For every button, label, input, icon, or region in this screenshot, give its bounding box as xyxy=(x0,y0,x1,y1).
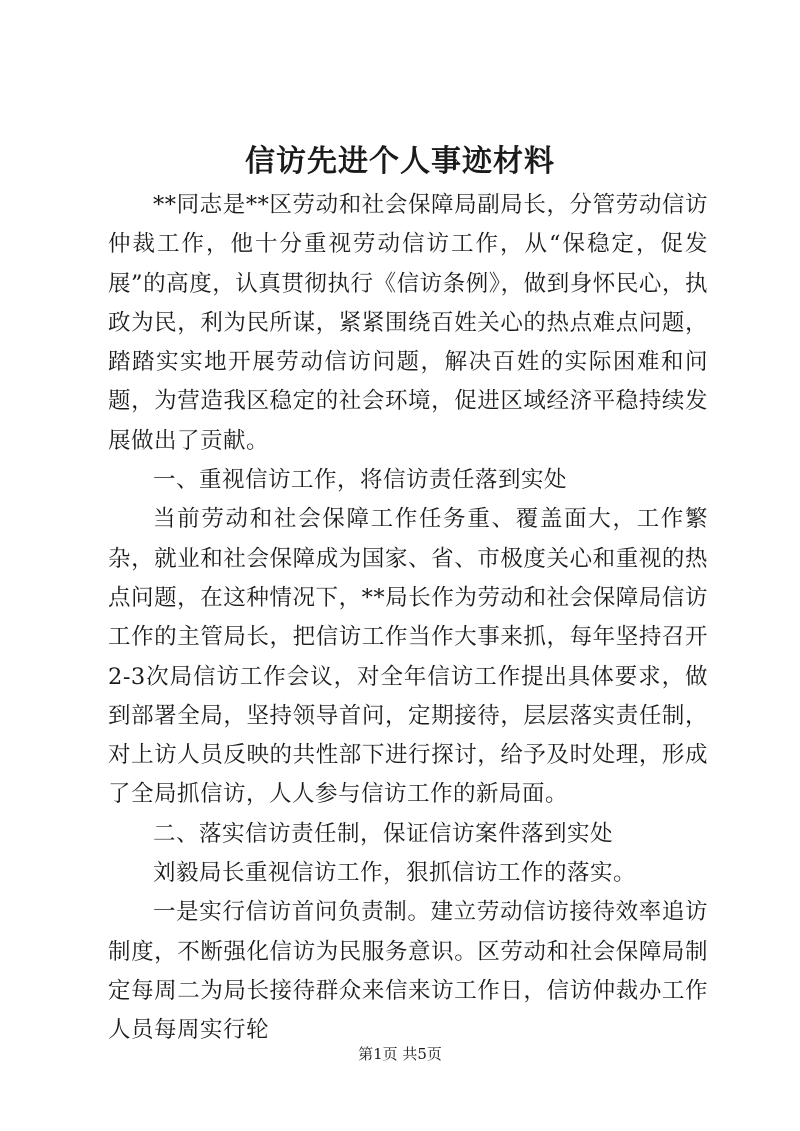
document-title: 信访先进个人事迹材料 xyxy=(245,144,555,179)
section-heading-2: 二、落实信访责任制，保证信访案件落到实处 xyxy=(153,820,614,847)
paragraph-section-2-item-1: 一是实行信访首问负责制。建立劳动信访接待效率追访制度，不断强化信访为民服务意识。区劳动和社会保障局制定每周二为局长接待群众来信来访工作日，信访仲裁办工作人员每周实行轮 xyxy=(108,899,708,1044)
section-heading-1: 一、重视信访工作，将信访责任落到实处 xyxy=(153,467,568,494)
document-body xyxy=(108,186,708,1051)
paragraph-intro: **同志是**区劳动和社会保障局副局长，分管劳动信访仲裁工作，他十分重视劳动信访工作，从“保稳定，促发展”的高度，认真贯彻执行《信访条例》，做到身怀民心，执政为民，利为民所谋，紧紧围绕百姓关心的热点难点问题，踏踏实实地开展劳动信访问题，解决百姓的实际困难和问题，为营造我区稳定的社会环境，促进区域经济平稳持续发展做出了贡献。 xyxy=(108,192,708,454)
paragraph-section-2-lead: 刘毅局长重视信访工作，狠抓信访工作的落实。 xyxy=(153,860,637,887)
paragraph-section-1: 当前劳动和社会保障工作任务重、覆盖面大，工作繁杂，就业和社会保障成为国家、省、市极度关心和重视的热点问题，在这种情况下，**局长作为劳动和社会保障局信访工作的主管局长，把信访工作当作大事来抓，每年坚持召开2-3次局信访工作会议，对全年信访工作提出具体要求，做到部署全局，坚持领导首问，定期接待，层层落实责任制，对上访人员反映的共性部下进行探讨，给予及时处理，形成了全局抓信访，人人参与信访工作的新局面。 xyxy=(108,506,708,808)
page-number-footer: 第1页 共5页 xyxy=(358,1045,442,1063)
